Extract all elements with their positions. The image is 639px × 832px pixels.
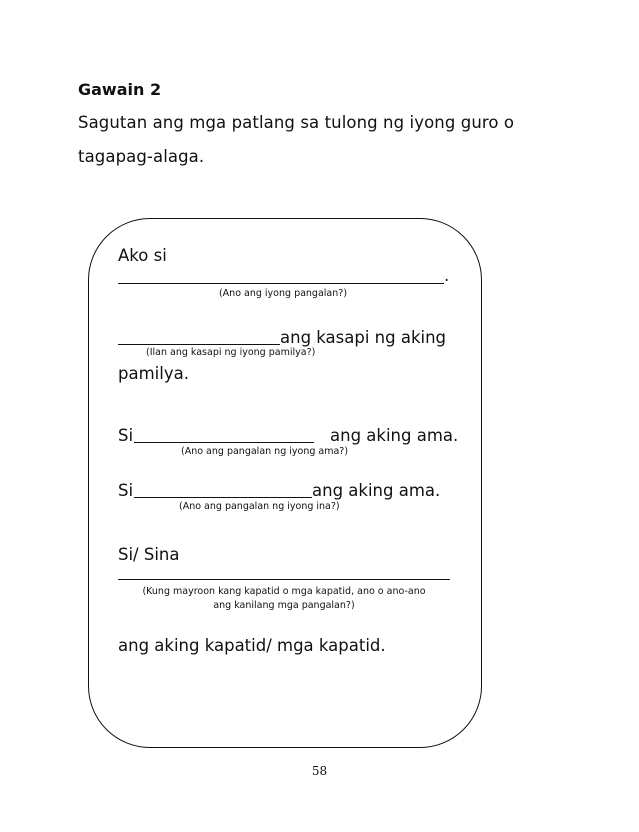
activity-heading: Gawain 2 xyxy=(78,80,162,99)
hint-kapatid-line-2: ang kanilang mga pangalan?) xyxy=(213,600,355,611)
name-period: . xyxy=(444,266,450,285)
hint-kapatid-line-1: (Kung mayroon kang kapatid o mga kapatid, ano o ano-ano xyxy=(142,586,426,597)
si-sina-label: Si/ Sina xyxy=(118,545,180,564)
kapatid-text: ang aking kapatid/ mga kapatid. xyxy=(118,636,386,655)
ina-blank[interactable] xyxy=(134,497,312,498)
pamilya-text: pamilya. xyxy=(118,364,189,383)
ama-text-1: ang aking ama. xyxy=(330,426,459,445)
instruction-line-2: tagapag-alaga. xyxy=(78,147,205,166)
ama-text-2: ang aking ama. xyxy=(312,481,441,500)
si-label-1: Si xyxy=(118,426,134,445)
ako-si-label: Ako si xyxy=(118,246,167,265)
hint-ina: (Ano ang pangalan ng iyong ina?) xyxy=(179,501,340,512)
hint-name: (Ano ang iyong pangalan?) xyxy=(218,288,348,299)
name-blank[interactable] xyxy=(118,283,444,284)
instruction-line-1: Sagutan ang mga patlang sa tulong ng iyong guro o xyxy=(78,113,515,132)
page-number: 58 xyxy=(311,764,328,778)
hint-ama: (Ano ang pangalan ng iyong ama?) xyxy=(181,446,349,457)
kapatid-blank[interactable] xyxy=(118,579,450,580)
si-label-2: Si xyxy=(118,481,134,500)
hint-kasapi: (Ilan ang kasapi ng iyong pamilya?) xyxy=(146,347,316,358)
ama-blank[interactable] xyxy=(134,442,314,443)
kasapi-blank[interactable] xyxy=(118,344,280,345)
kasapi-text: ang kasapi ng aking xyxy=(280,328,447,347)
